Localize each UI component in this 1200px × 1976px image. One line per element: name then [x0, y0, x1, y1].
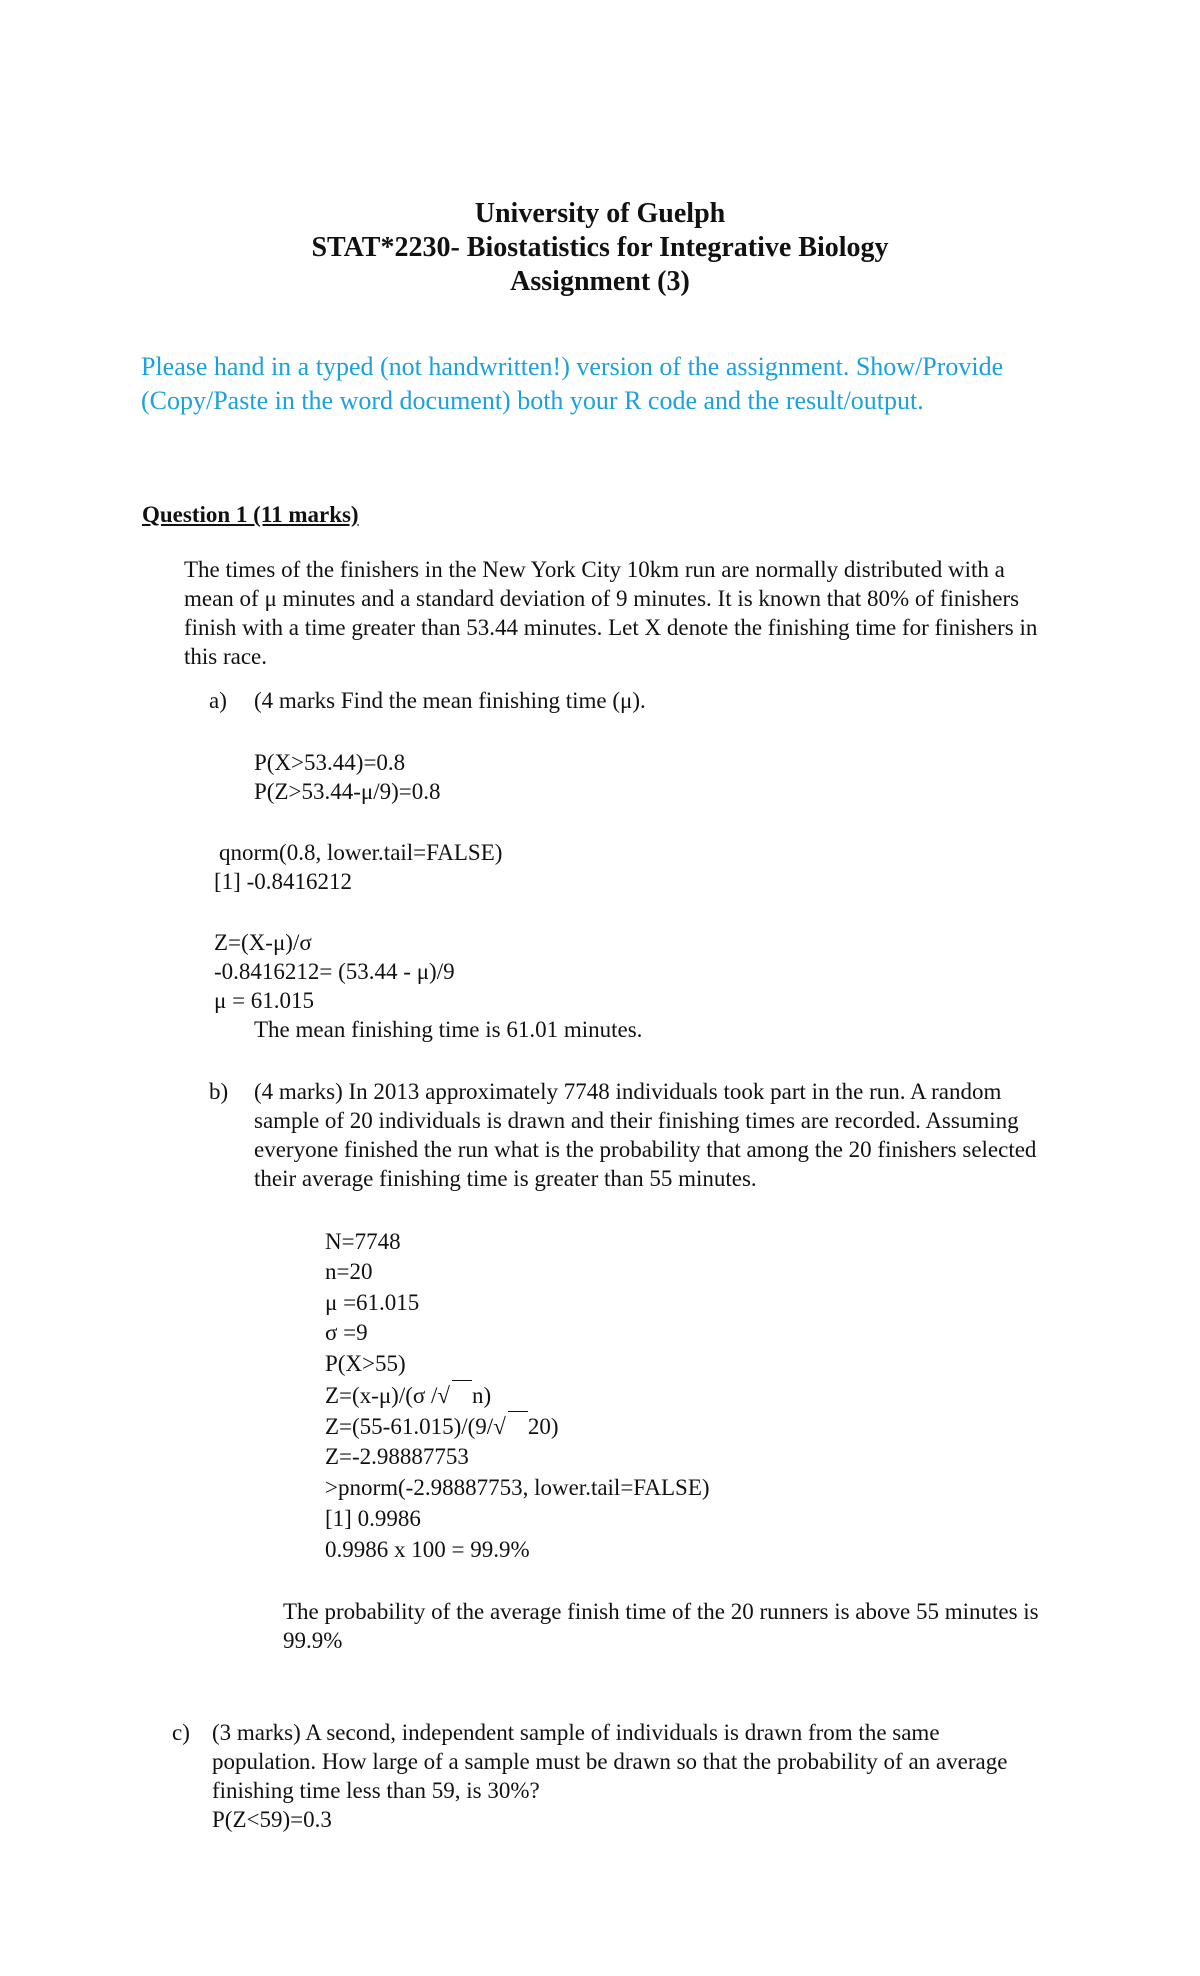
- part-b-conclusion-2: 99.9%: [283, 1628, 343, 1653]
- part-b-work-1: N=7748: [325, 1229, 401, 1254]
- part-b-work-4: σ =9: [325, 1320, 368, 1345]
- part-b-conclusion-1: The probability of the average finish time of the 20 runners is above 55 minutes is: [283, 1599, 1039, 1624]
- university-title: University of Guelph: [474, 198, 726, 229]
- part-a-work-5: Z=(X-μ)/σ: [214, 930, 312, 955]
- question-1-heading: Question 1 (11 marks): [142, 502, 359, 527]
- assignment-title: Assignment (3): [510, 266, 690, 297]
- sqrt-bar-icon: [508, 1411, 528, 1420]
- part-b-formula-2: [325, 1411, 558, 1442]
- formula-1-left: Z=(x-μ)/(σ /√: [325, 1383, 451, 1408]
- part-b-text-4: their average finishing time is greater than 55 minutes.: [254, 1166, 757, 1191]
- part-b-work-8: Z=-2.98887753: [325, 1444, 469, 1469]
- part-b-work-2: n=20: [325, 1259, 373, 1284]
- formula-2-left: Z=(55-61.015)/(9/√: [325, 1414, 506, 1439]
- part-b-work-5: P(X>55): [325, 1351, 406, 1376]
- part-b-label: b): [209, 1079, 229, 1104]
- part-a-answer: The mean finishing time is 61.01 minutes.: [254, 1017, 643, 1042]
- instructions-line-1: Please hand in a typed (not handwritten!) version of the assignment. Show/Provide: [141, 352, 1004, 381]
- part-c-text-2: population. How large of a sample must be drawn so that the probability of an average: [212, 1749, 1008, 1774]
- part-b-text-2: sample of 20 individuals is drawn and their finishing times are recorded. Assuming: [254, 1108, 1019, 1133]
- formula-2-right: 20): [527, 1414, 559, 1439]
- part-b-work-3: μ =61.015: [325, 1290, 420, 1315]
- part-b-work-11: 0.9986 x 100 = 99.9%: [325, 1537, 530, 1562]
- part-a-work-6: -0.8416212= (53.44 - μ)/9: [214, 959, 455, 984]
- part-a-r-output: [1] -0.8416212: [214, 869, 352, 894]
- part-a-work-2: P(Z>53.44-μ/9)=0.8: [254, 779, 441, 804]
- part-a-label: a): [209, 688, 227, 713]
- part-c-label: c): [172, 1720, 190, 1745]
- instructions-line-2: (Copy/Paste in the word document) both your R code and the result/output.: [141, 386, 924, 415]
- part-a-text: (4 marks Find the mean finishing time (μ).: [254, 688, 646, 713]
- formula-1-right: n): [472, 1383, 492, 1408]
- part-b-r-code: >pnorm(-2.98887753, lower.tail=FALSE): [325, 1475, 710, 1500]
- part-a-work-7: μ = 61.015: [214, 988, 315, 1013]
- sqrt-bar-icon: [452, 1380, 472, 1389]
- intro-line-1: The times of the finishers in the New York City 10km run are normally distributed with a: [184, 557, 1005, 582]
- part-c-text-3: finishing time less than 59, is 30%?: [212, 1778, 540, 1803]
- intro-line-2: mean of μ minutes and a standard deviation of 9 minutes. It is known that 80% of finishers: [184, 586, 1020, 611]
- intro-line-4: this race.: [184, 644, 268, 669]
- part-c-text-4: P(Z<59)=0.3: [212, 1807, 332, 1832]
- part-b-formula-1: [325, 1380, 491, 1411]
- part-a-work-1: P(X>53.44)=0.8: [254, 750, 406, 775]
- intro-line-3: finish with a time greater than 53.44 minutes. Let X denote the finishing time for finishers in: [184, 615, 1038, 640]
- part-b-text-1: (4 marks) In 2013 approximately 7748 individuals took part in the run. A random: [254, 1079, 1002, 1104]
- part-c-text-1: (3 marks) A second, independent sample of individuals is drawn from the same: [212, 1720, 940, 1745]
- part-a-r-code: qnorm(0.8, lower.tail=FALSE): [219, 840, 503, 865]
- course-title: STAT*2230- Biostatistics for Integrative Biology: [311, 232, 889, 263]
- part-b-text-3: everyone finished the run what is the probability that among the 20 finishers selected: [254, 1137, 1037, 1162]
- part-b-r-output: [1] 0.9986: [325, 1506, 421, 1531]
